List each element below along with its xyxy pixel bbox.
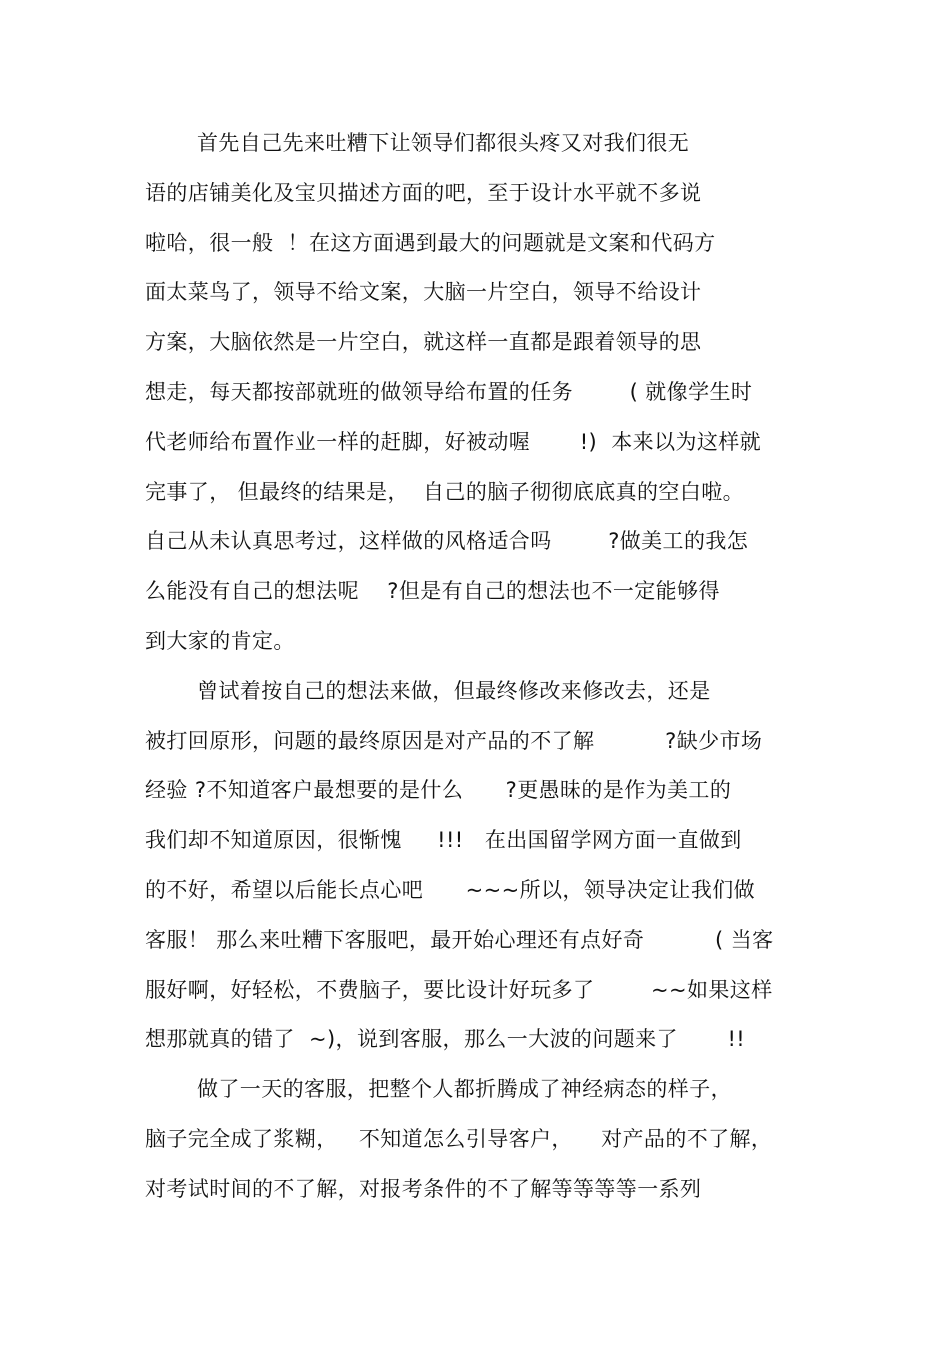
paragraph-1-line-8: 完事了， 但最终的结果是， 自己的脑子彻彻底底真的空白啦。	[145, 480, 745, 504]
paragraph-1-line-11: 到大家的肯定。	[145, 629, 295, 653]
paragraph-2-line-3: 经验 ?不知道客户最想要的是什么 ?更愚昧的是作为美工的	[145, 778, 732, 802]
paragraph-1-line-9: 自己从未认真思考过，这样做的风格适合吗 ?做美工的我怎	[145, 529, 749, 553]
paragraph-2-line-6: 客服！ 那么来吐糟下客服吧，最开始心理还有点好奇 ( 当客	[145, 928, 774, 952]
paragraph-1-line-7: 代老师给布置作业一样的赶脚，好被动喔 !) 本来以为这样就	[145, 430, 762, 454]
paragraph-1-line-3: 啦哈，很一般 ！在这方面遇到最大的问题就是文案和代码方	[145, 231, 716, 255]
paragraph-1-line-2: 语的店铺美化及宝贝描述方面的吧，至于设计水平就不多说	[145, 181, 702, 205]
paragraph-2-line-8: 想那就真的错了 ~)，说到客服，那么一大波的问题来了 !!	[145, 1027, 746, 1051]
paragraph-1-line-1: 首先自己先来吐糟下让领导们都很头疼又对我们很无	[197, 131, 690, 155]
paragraph-2-line-7: 服好啊，好轻松，不费脑子，要比设计好玩多了 ~~如果这样	[145, 978, 773, 1002]
paragraph-3-line-2: 脑子完全成了浆糊， 不知道怎么引导客户， 对产品的不了解，	[145, 1127, 773, 1151]
paragraph-2-line-4: 我们却不知道原因，很惭愧 !!! 在出国留学网方面一直做到	[145, 828, 742, 852]
paragraph-1-line-6: 想走，每天都按部就班的做领导给布置的任务 ( 就像学生时	[145, 380, 753, 404]
paragraph-2-line-5: 的不好，希望以后能长点心吧 ~~~所以，领导决定让我们做	[145, 878, 756, 902]
paragraph-3-line-1: 做了一天的客服，把整个人都折腾成了神经病态的样子，	[197, 1077, 732, 1101]
paragraph-1-line-4: 面太菜鸟了，领导不给文案，大脑一片空白，领导不给设计	[145, 280, 702, 304]
paragraph-1-line-10: 么能没有自己的想法呢 ?但是有自己的想法也不一定能够得	[145, 579, 720, 603]
paragraph-2-line-1: 曾试着按自己的想法来做，但最终修改来修改去，还是	[197, 679, 711, 703]
paragraph-3-line-3: 对考试时间的不了解，对报考条件的不了解等等等等一系列	[145, 1177, 702, 1201]
paragraph-1-line-5: 方案，大脑依然是一片空白，就这样一直都是跟着领导的思	[145, 330, 702, 354]
paragraph-2-line-2: 被打回原形，问题的最终原因是对产品的不了解 ?缺少市场	[145, 729, 763, 753]
